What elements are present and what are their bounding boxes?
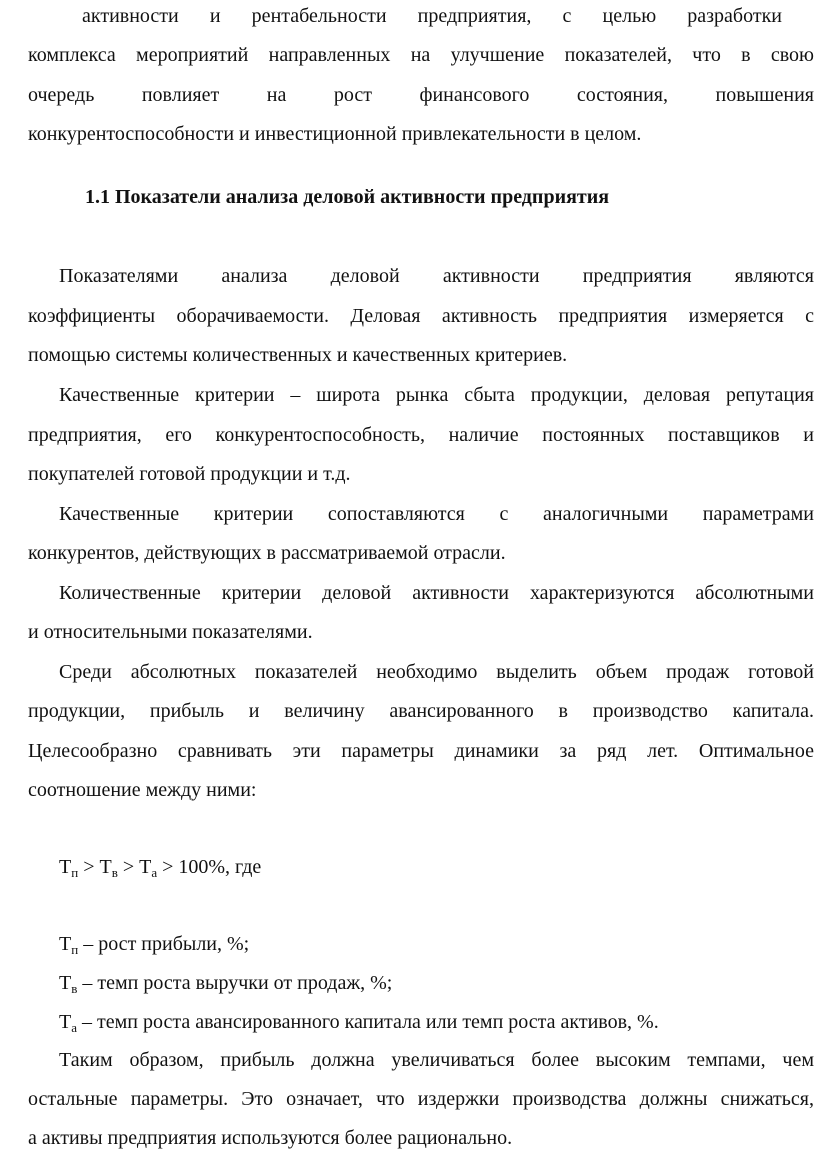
conclusion-line-2: остальные параметры. Это означает, что издержки производства должны снижаться, (28, 1088, 814, 1110)
section-heading: 1.1 Показатели анализа деловой активности предприятия (85, 186, 610, 208)
paragraph5-line-2: продукции, прибыль и величину авансированного в производство капитала. (28, 700, 814, 722)
growth-formula: $Т_п > Т_в > Т_а > 100\%$, где (59, 856, 262, 880)
paragraph1-line-3: помощью системы количественных и качественных критериев. (28, 344, 568, 366)
paragraph4-line-1: Количественные критерии деловой активности характеризуются абсолютными (59, 582, 814, 604)
intro-line-1: активности и рентабельности предприятия, с целью разработки (82, 5, 782, 27)
paragraph5-line-4: соотношение между ними: (28, 779, 257, 801)
paragraph3-line-2: конкурентов, действующих в рассматриваемой отрасли. (28, 542, 506, 564)
conclusion-line-1: Таким образом, прибыль должна увеличиваться более высоким темпами, чем (59, 1049, 814, 1071)
paragraph2-line-1: Качественные критерии – широта рынка сбыта продукции, деловая репутация (59, 384, 814, 406)
paragraph5-line-3: Целесообразно сравнивать эти параметры динамики за ряд лет. Оптимальное (28, 740, 814, 762)
definition-revenue-growth: $Т_в$ – темп роста выручки от продаж, %; (59, 972, 393, 996)
paragraph1-line-1: Показателями анализа деловой активности предприятия являются (59, 265, 814, 287)
definition-capital-growth: $Т_а$ – темп роста авансированного капитала или темп роста активов, %. (59, 1011, 659, 1035)
intro-line-3: очередь повлияет на рост финансового состояния, повышения (28, 84, 814, 106)
conclusion-line-3: а активы предприятия используются более рационально. (28, 1127, 513, 1149)
paragraph1-line-2: коэффициенты оборачиваемости. Деловая активность предприятия измеряется с (28, 305, 814, 327)
paragraph2-line-3: покупателей готовой продукции и т.д. (28, 463, 351, 485)
intro-line-2: комплекса мероприятий направленных на улучшение показателей, что в свою (28, 44, 814, 66)
paragraph2-line-2: предприятия, его конкурентоспособность, наличие постоянных поставщиков и (28, 424, 814, 446)
definition-profit-growth: $Т_п$ – рост прибыли, %; (59, 933, 250, 957)
intro-line-4: конкурентоспособности и инвестиционной привлекательности в целом. (28, 123, 642, 145)
paragraph5-line-1: Среди абсолютных показателей необходимо выделить объем продаж готовой (59, 661, 814, 683)
paragraph4-line-2: и относительными показателями. (28, 621, 313, 643)
paragraph3-line-1: Качественные критерии сопоставляются с аналогичными параметрами (59, 503, 814, 525)
